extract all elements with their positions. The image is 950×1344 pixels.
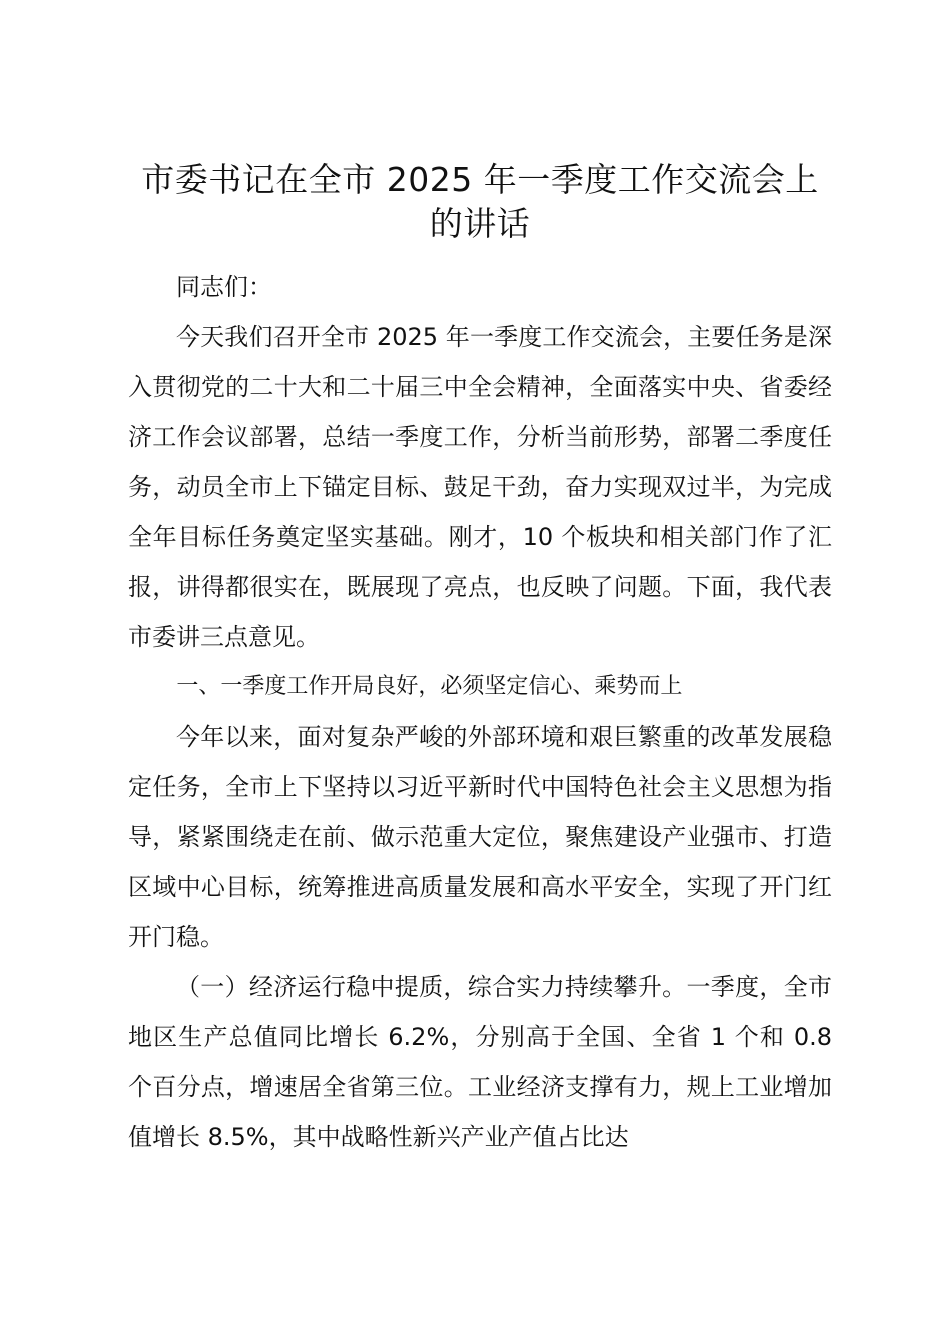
document-page bbox=[128, 158, 832, 1162]
opening-paragraph: 今天我们召开全市 2025 年一季度工作交流会，主要任务是深入贯彻党的二十大和二十届三中全会精神，全面落实中央、省委经济工作会议部署，总结一季度工作，分析当前形势，部署二季度任务，动员全市上下锚定目标、鼓足干劲，奋力实现双过半，为完成全年目标任务奠定坚实基础。刚才，10 个板块和相关部门作了汇报，讲得都很实在，既展现了亮点，也反映了问题。下面，我代表市委讲三点意见。 bbox=[128, 323, 832, 651]
document-body bbox=[128, 262, 832, 1162]
document-title: 市委书记在全市 2025 年一季度工作交流会上的讲话 bbox=[141, 160, 819, 243]
section-point-paragraph: （一）经济运行稳中提质，综合实力持续攀升。一季度，全市地区生产总值同比增长 6.2%，分别高于全国、全省 1 个和 0.8 个百分点，增速居全省第三位。工业经济支撑有力，规上工业增加值增长 8.5%，其中战略性新兴产业产值占比达 bbox=[128, 973, 832, 1151]
section-heading: 一、一季度工作开局良好，必须坚定信心、乘势而上 bbox=[176, 674, 683, 699]
section-intro-paragraph: 今年以来，面对复杂严峻的外部环境和艰巨繁重的改革发展稳定任务，全市上下坚持以习近平新时代中国特色社会主义思想为指导，紧紧围绕走在前、做示范重大定位，聚焦建设产业强市、打造区域中心目标，统筹推进高质量发展和高水平安全，实现了开门红开门稳。 bbox=[128, 723, 832, 951]
salutation: 同志们： bbox=[176, 273, 272, 301]
